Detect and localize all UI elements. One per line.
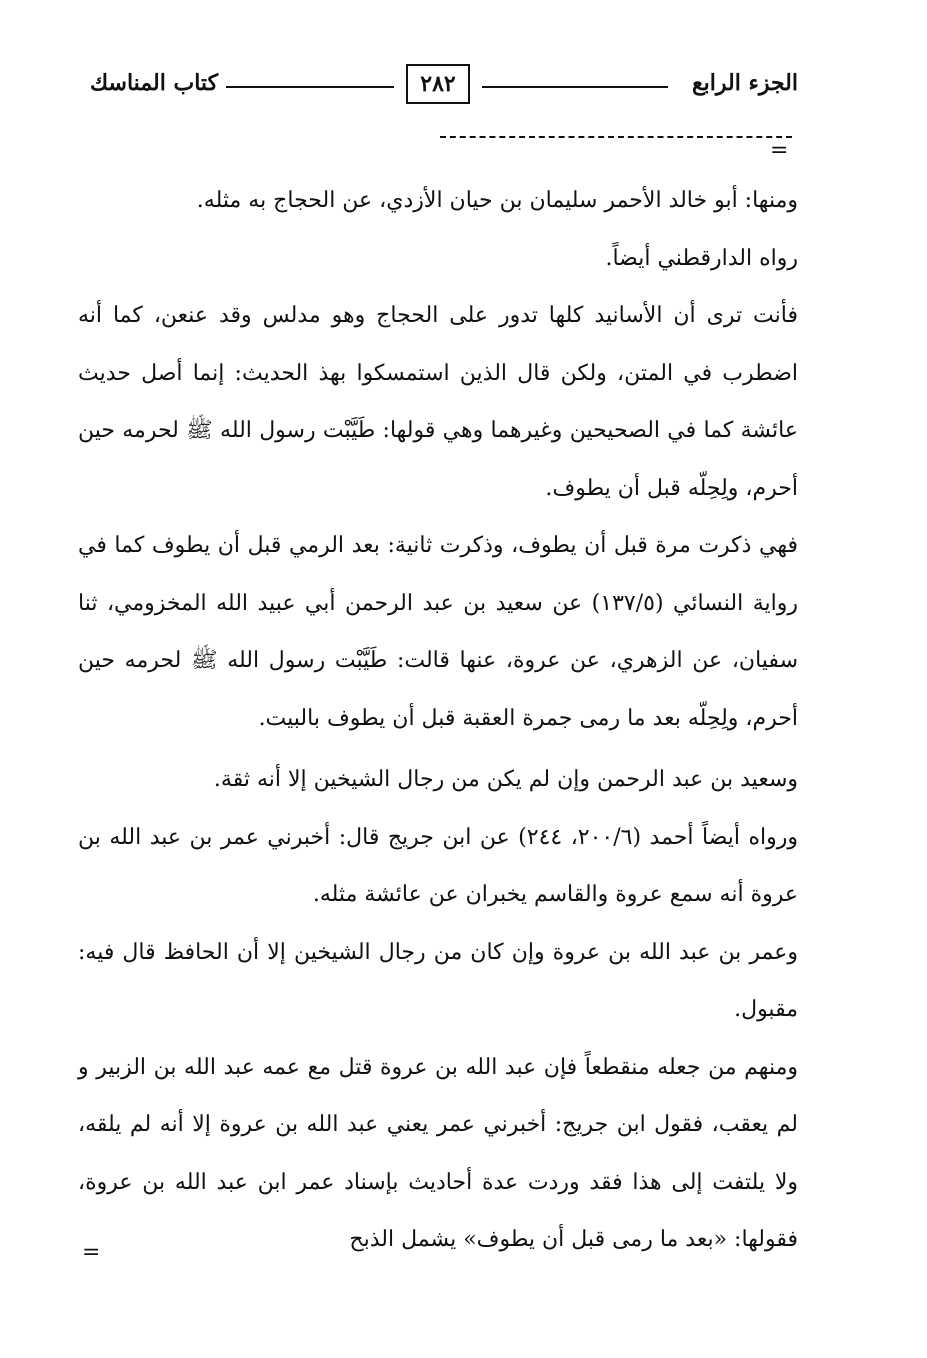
paragraph-3: فأنت ترى أن الأسانيد كلها تدور على الحجاج وهو مدلس وقد عنعن، كما أنه اضطرب في المتن، ولكن قال الذين استمسكوا بهذ الحديث: إنما أصل حديث عائشة كما في الصحيحين وغيرهما وهي قولها: طَيَّبْت رسول الله ﷺ لحرمه حين أحرم، ولِحِلّه قبل أن يطوف. — [78, 303, 798, 501]
continuation-mark-top: = — [770, 138, 789, 163]
page-body — [78, 172, 798, 1269]
volume-title: الجزء الرابع — [691, 70, 798, 96]
header-dashed-rule — [440, 136, 792, 138]
paragraph-1: ومنها: أبو خالد الأحمر سليمان بن حيان الأزدي، عن الحجاج به مثله. — [196, 188, 798, 213]
paragraph-4: فهي ذكرت مرة قبل أن يطوف، وذكرت ثانية: بعد الرمي قبل أن يطوف كما في رواية النسائي (١٣٧/٥) عن سعيد بن عبد الرحمن أبي عبيد الله المخزومي، ثنا سفيان، عن الزهري، عن عروة، عنها قالت: طَيَّبْت رسول الله ﷺ لحرمه حين أحرم، ولِحِلّه بعد ما رمى جمرة العقبة قبل أن يطوف بالبيت. — [78, 533, 798, 731]
header-rule-right — [482, 86, 668, 88]
page-header — [78, 62, 798, 112]
paragraph-2: رواه الدارقطني أيضاً. — [605, 245, 798, 271]
paragraph-6: ورواه أيضاً أحمد (٢٠٠/٦، ٢٤٤) عن ابن جريج قال: أخبرني عمر بن عبد الله بن عروة أنه سمع عروة والقاسم يخبران عن عائشة مثله. — [78, 824, 798, 907]
page-number: ٢٨٢ — [406, 64, 470, 104]
paragraph-7: وعمر بن عبد الله بن عروة وإن كان من رجال الشيخين إلا أن الحافظ قال فيه: مقبول. — [78, 939, 798, 1022]
paragraph-8: ومنهم من جعله منقطعاً فإن عبد الله بن عروة قتل مع عمه عبد الله بن الزبير و لم يعقب، فقول ابن جريج: أخبرني عمر يعني عبد الله بن عروة إلا أنه لم يلقه، ولا يلتفت إلى هذا فقد وردت عدة أحاديث بإسناد عمر ابن عبد الله بن عروة، فقولها: «بعد ما رمى قبل أن يطوف» يشمل الذبح — [78, 1054, 798, 1252]
continuation-mark-bottom: = — [82, 1240, 101, 1265]
paragraph-5: وسعيد بن عبد الرحمن وإن لم يكن من رجال الشيخين إلا أنه ثقة. — [213, 767, 798, 792]
book-title: كتاب المناسك — [90, 70, 219, 96]
header-rule-left — [226, 86, 394, 88]
